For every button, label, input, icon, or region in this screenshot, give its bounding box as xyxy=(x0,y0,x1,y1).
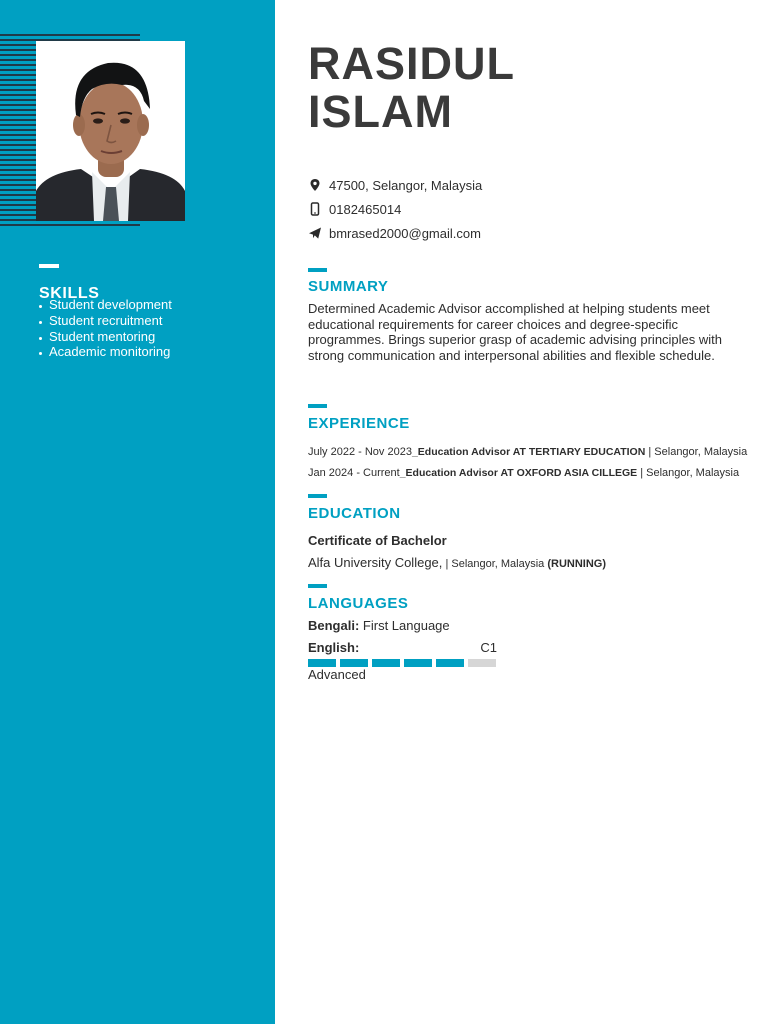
proficiency-segment xyxy=(308,659,336,667)
summary-accent-bar xyxy=(308,268,327,272)
language-item-bengali xyxy=(308,618,450,633)
experience-dates: July 2022 - Nov 2023 xyxy=(308,446,412,458)
languages-accent-bar xyxy=(308,584,327,588)
experience-role: _Education Advisor AT TERTIARY EDUCATION xyxy=(411,446,646,458)
summary-heading: SUMMARY xyxy=(308,278,389,295)
last-name: ISLAM xyxy=(308,86,453,137)
experience-separator: | xyxy=(637,467,647,479)
education-degree: Certificate of Bachelor xyxy=(308,533,447,548)
experience-heading: EXPERIENCE xyxy=(308,415,410,432)
experience-location: Selangor, Malaysia xyxy=(646,467,740,479)
proficiency-segment xyxy=(436,659,464,667)
first-name: RASIDUL xyxy=(308,38,515,89)
skill-item: Student development xyxy=(39,297,172,313)
sidebar xyxy=(0,0,275,1024)
experience-location: Selangor, Malaysia xyxy=(654,446,748,458)
full-name xyxy=(308,40,515,136)
language-name: Bengali: xyxy=(308,618,360,633)
language-level: C1 xyxy=(480,640,497,655)
skill-item: Student recruitment xyxy=(39,313,172,329)
proficiency-segment xyxy=(340,659,368,667)
proficiency-segment xyxy=(468,659,496,667)
portrait-photo-icon xyxy=(36,41,185,221)
contact-phone xyxy=(308,200,401,218)
language-item-english xyxy=(308,640,497,655)
education-accent-bar xyxy=(308,494,327,498)
proficiency-segment xyxy=(372,659,400,667)
education-location: | Selangor, Malaysia xyxy=(442,558,548,570)
proficiency-segment xyxy=(404,659,432,667)
profile-photo xyxy=(36,41,185,221)
skill-item: Academic monitoring xyxy=(39,344,172,360)
skills-heading: SKILLS xyxy=(39,285,100,303)
skill-item: Student mentoring xyxy=(39,329,172,345)
experience-accent-bar xyxy=(308,404,327,408)
languages-heading: LANGUAGES xyxy=(308,595,409,612)
contact-location xyxy=(308,176,482,194)
education-institution-line xyxy=(308,555,606,570)
paper-plane-icon xyxy=(308,226,322,240)
education-heading: EDUCATION xyxy=(308,505,401,522)
education-status: (RUNNING) xyxy=(547,558,607,570)
summary-text: Determined Academic Advisor accomplished at helping students meet educational requirements for career choices and degree-specific programmes. Brings superior grasp of academic advising principles with strong communication and interpersonal abilities and flexible schedule. xyxy=(308,301,723,364)
phone-text: 0182465014 xyxy=(329,201,402,217)
email-text[interactable]: bmrased2000@gmail.com xyxy=(329,225,481,241)
skills-accent-bar xyxy=(39,264,59,268)
experience-dates: Jan 2024 - Current xyxy=(308,467,400,479)
location-text: 47500, Selangor, Malaysia xyxy=(329,177,483,193)
experience-item xyxy=(308,446,747,458)
language-description: Advanced xyxy=(308,667,366,682)
skills-list xyxy=(39,297,172,360)
language-proficiency-bar xyxy=(308,659,496,667)
language-level: First Language xyxy=(359,618,450,633)
education-institution: Alfa University College, xyxy=(308,555,443,570)
language-name: English: xyxy=(308,640,360,655)
experience-role: _Education Advisor AT OXFORD ASIA CILLEGE xyxy=(399,467,638,479)
map-pin-icon xyxy=(308,178,322,192)
contact-email xyxy=(308,224,481,242)
experience-separator: | xyxy=(645,446,655,458)
mobile-phone-icon xyxy=(308,202,322,216)
experience-item xyxy=(308,467,739,479)
